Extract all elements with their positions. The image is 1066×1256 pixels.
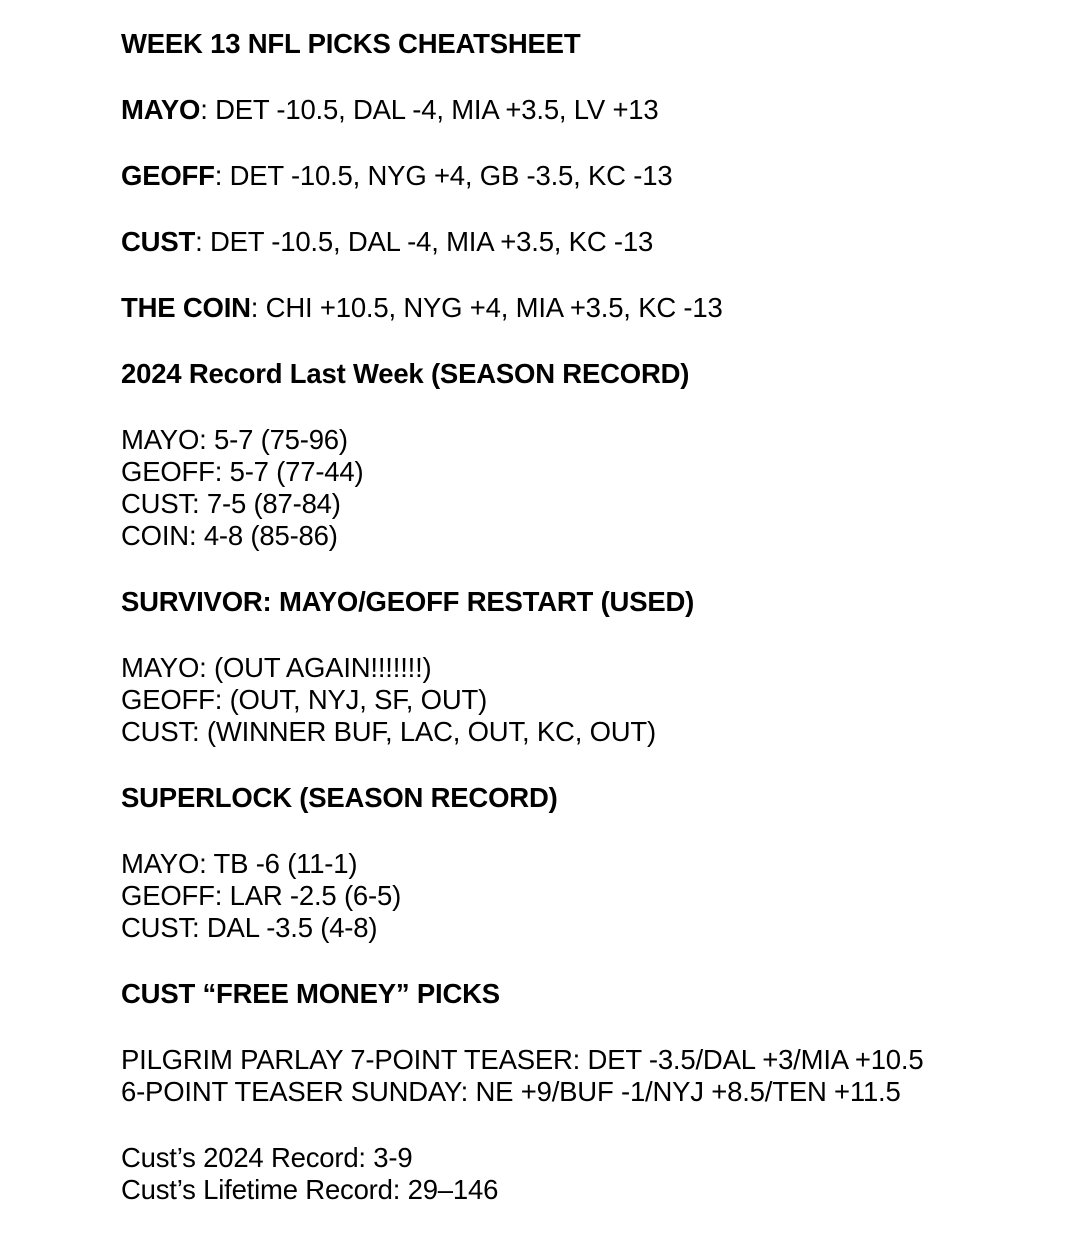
superlock-line: CUST: DAL -3.5 (4-8)	[121, 912, 378, 943]
record-heading: 2024 Record Last Week (SEASON RECORD)	[121, 358, 690, 389]
free-money-line: 6-POINT TEASER SUNDAY: NE +9/BUF -1/NYJ +8.5/TEN +11.5	[121, 1076, 901, 1107]
picker-picks: : CHI +10.5, NYG +4, MIA +3.5, KC -13	[250, 292, 723, 323]
survivor-line: MAYO: (OUT AGAIN!!!!!!!)	[121, 652, 432, 683]
free-money-heading: CUST “FREE MONEY” PICKS	[121, 978, 500, 1009]
picker-picks: : DET -10.5, DAL -4, MIA +3.5, KC -13	[195, 226, 654, 257]
picks-line-mayo	[121, 94, 1041, 126]
cust-record-line: Cust’s 2024 Record: 3-9	[121, 1142, 413, 1173]
survivor-line: GEOFF: (OUT, NYJ, SF, OUT)	[121, 684, 488, 715]
picker-name: MAYO	[121, 94, 201, 125]
picker-name: CUST	[121, 226, 196, 257]
picker-picks: : DET -10.5, DAL -4, MIA +3.5, LV +13	[200, 94, 659, 125]
picker-name: GEOFF	[121, 160, 215, 191]
cust-record-line: Cust’s Lifetime Record: 29–146	[121, 1174, 499, 1205]
superlock-line: GEOFF: LAR -2.5 (6-5)	[121, 880, 402, 911]
record-line: CUST: 7-5 (87-84)	[121, 488, 341, 519]
record-line: GEOFF: 5-7 (77-44)	[121, 456, 364, 487]
record-line: COIN: 4-8 (85-86)	[121, 520, 338, 551]
survivor-heading: SURVIVOR: MAYO/GEOFF RESTART (USED)	[121, 586, 695, 617]
picker-name: THE COIN	[121, 292, 251, 323]
picks-line-geoff	[121, 160, 1041, 192]
free-money-line: PILGRIM PARLAY 7-POINT TEASER: DET -3.5/DAL +3/MIA +10.5	[121, 1044, 924, 1075]
picker-picks: : DET -10.5, NYG +4, GB -3.5, KC -13	[214, 160, 673, 191]
superlock-heading: SUPERLOCK (SEASON RECORD)	[121, 782, 558, 813]
picks-line-cust	[121, 226, 1041, 258]
superlock-line: MAYO: TB -6 (11-1)	[121, 848, 358, 879]
page-title: WEEK 13 NFL PICKS CHEATSHEET	[121, 28, 581, 59]
survivor-line: CUST: (WINNER BUF, LAC, OUT, KC, OUT)	[121, 716, 656, 747]
cheatsheet-document	[121, 28, 1041, 1206]
picks-line-coin	[121, 292, 1041, 324]
record-line: MAYO: 5-7 (75-96)	[121, 424, 348, 455]
